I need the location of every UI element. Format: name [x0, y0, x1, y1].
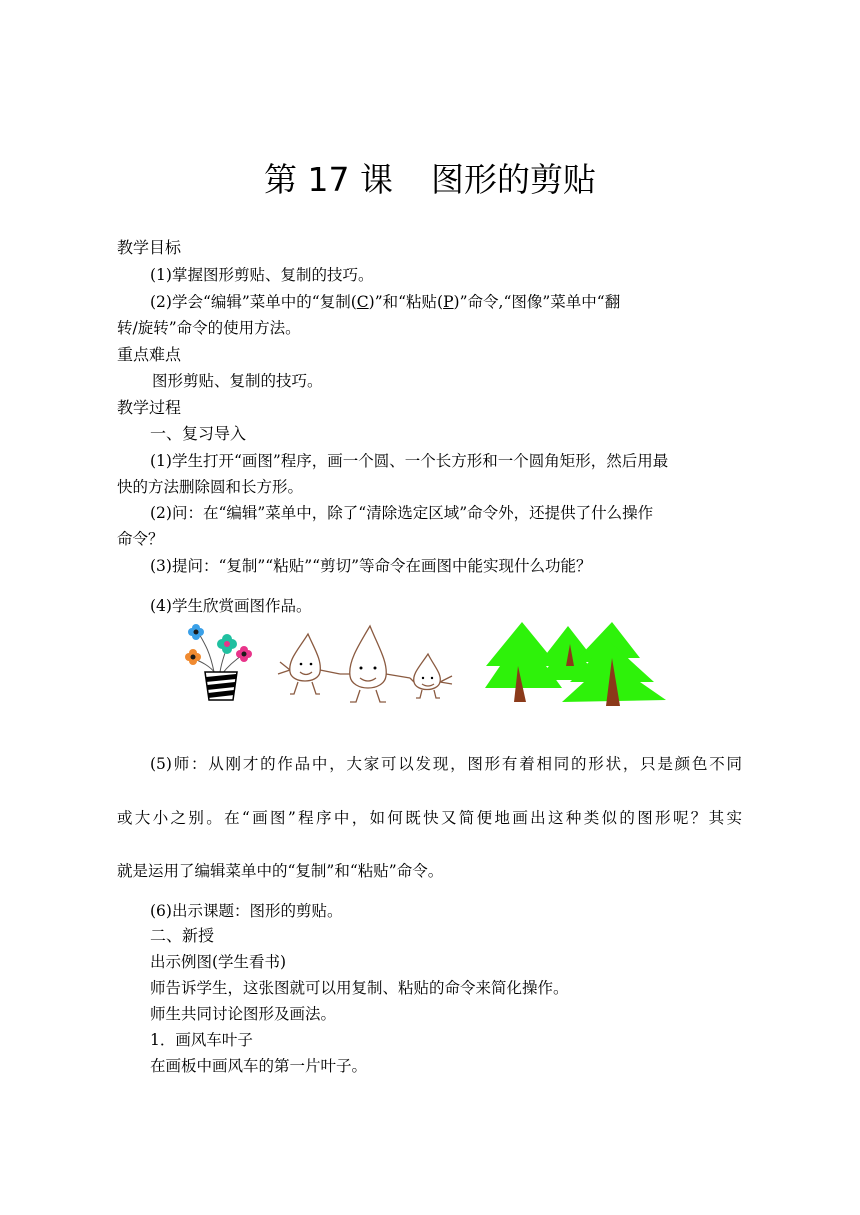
review-q4: (4)学生欣赏画图作品。 [150, 597, 312, 615]
review-q5-line2: 或大小之别。在“画图”程序中，如何既快又简便地画出这种类似的图形呢？其实 [117, 809, 742, 827]
new-lesson-2: 师告诉学生，这张图就可以用复制、粘贴的命令来简化操作。 [150, 979, 569, 997]
review-q6: (6)出示课题：图形的剪贴。 [150, 902, 343, 920]
flower-pink [236, 646, 252, 662]
page-title [0, 158, 860, 202]
drop-characters-image [278, 626, 452, 702]
new-lesson-4: 1．画风车叶子 [150, 1031, 253, 1049]
objective-2-line1: (2)学会“编辑”菜单中的“复制(C)”和“粘贴(P)”命令,“图像”菜单中“翻 [150, 293, 621, 311]
review-q5-line3: 就是运用了编辑菜单中的“复制”和“粘贴”命令。 [117, 862, 444, 880]
subheading-new-lesson: 二、新授 [150, 926, 215, 945]
lesson-number: 第 17 课 [264, 160, 393, 199]
heading-key-points: 重点难点 [117, 345, 182, 364]
new-lesson-5: 在画板中画风车的第一片叶子。 [150, 1057, 368, 1075]
review-q2-line2: 命令？ [117, 530, 164, 548]
review-q3: (3)提问：“复制”“粘贴”“剪切”等命令在画图中能实现什么功能？ [150, 557, 592, 575]
heading-objectives: 教学目标 [117, 238, 182, 257]
flower-orange [185, 649, 201, 665]
key-point-1: 图形剪贴、复制的技巧。 [152, 372, 323, 390]
review-q2-line1: (2)问：在“编辑”菜单中，除了“清除选定区域”命令外，还提供了什么操作 [150, 504, 654, 522]
review-q1-line2: 快的方法删除圆和长方形。 [117, 478, 304, 496]
subheading-review: 一、复习导入 [150, 424, 247, 443]
new-lesson-1: 出示例图(学生看书) [150, 953, 287, 971]
review-q5-line1: (5)师：从刚才的作品中，大家可以发现，图形有着相同的形状，只是颜色不同 [150, 755, 742, 773]
lesson-title: 图形的剪贴 [430, 160, 596, 199]
new-lesson-3: 师生共同讨论图形及画法。 [150, 1005, 337, 1023]
heading-process: 教学过程 [117, 398, 182, 417]
flower-teal [217, 634, 237, 654]
flower-vase-image [185, 624, 252, 700]
sample-artworks [180, 622, 670, 712]
objective-2-line2: 转/旋转”命令的使用方法。 [117, 319, 301, 337]
objective-1: (1)掌握图形剪贴、复制的技巧。 [150, 266, 374, 284]
review-q1-line1: (1)学生打开“画图”程序，画一个圆、一个长方形和一个圆角矩形，然后用最 [150, 452, 669, 470]
forest-trees-image [485, 622, 666, 706]
striped-vase [205, 672, 237, 700]
